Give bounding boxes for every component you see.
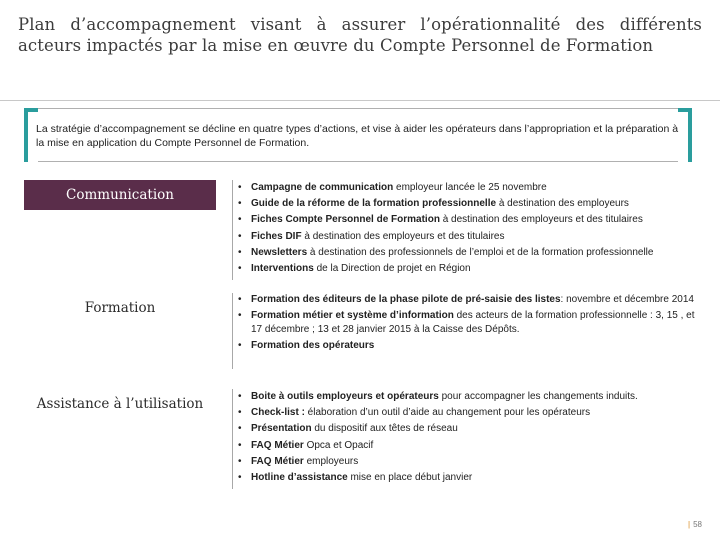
section-label-communication: Communication [24,180,216,210]
list-item: • Boite à outils employeurs et opérateurs pour accompagner les changements induits. [236,389,704,405]
intro-bottom-border [38,161,678,162]
communication-list [236,180,704,277]
list-item: • Campagne de communication employeur lancée le 25 novembre [236,180,704,196]
intro-text: La stratégie d’accompagnement se décline en quatre types d’actions, et vise à aider les opérateurs dans l’appropriation et la préparation à la mise en application du Compte Personnel de Formation. [36,123,679,149]
title-divider [0,100,720,101]
section-divider [232,293,233,369]
list-item: • Formation des éditeurs de la phase pilote de pré-saisie des listes: novembre et décembre 2014 [236,293,704,306]
intro-top-border [38,108,678,109]
list-item: • Newsletters à destination des professionnels de l’emploi et de la formation professionnelle [236,245,704,261]
list-item: • Formation des opérateurs [236,339,704,352]
list-item: • Présentation du dispositif aux têtes de réseau [236,421,704,437]
list-item: • FAQ Métier Opca et Opacif [236,438,704,454]
list-item: • Guide de la réforme de la formation professionnelle à destination des employeurs [236,196,704,212]
list-item: • Fiches DIF à destination des employeurs et des titulaires [236,229,704,245]
page-number: | 58 [688,520,702,529]
section-divider [232,180,233,280]
section-label-assistance: Assistance à l’utilisation [24,389,216,419]
assistance-list [236,389,704,486]
page-title: Plan d’accompagnement visant à assurer l’opérationnalité des différents acteurs impactés par la mise en œuvre du Compte Personnel de Formation [18,15,702,55]
section-assistance [24,389,708,489]
section-formation [24,293,708,373]
page-number-bar: | [688,520,691,529]
list-item: • Interventions de la Direction de projet en Région [236,261,704,277]
list-item: • Hotline d’assistance mise en place début janvier [236,470,704,486]
list-item: • Check-list : élaboration d’un outil d’aide au changement pour les opérateurs [236,405,704,421]
formation-list [236,293,704,356]
list-item: • Formation métier et système d’information des acteurs de la formation professionnelle : 3, 15 , et 17 décembre ; 13 et 28 janvier 2015 à la Caisse des Dépôts. [236,309,704,336]
section-divider [232,389,233,489]
list-item: • FAQ Métier employeurs [236,454,704,470]
section-label-formation: Formation [24,293,216,323]
intro-box [24,108,692,162]
section-communication [24,180,708,280]
list-item: • Fiches Compte Personnel de Formation à destination des employeurs et des titulaires [236,212,704,228]
